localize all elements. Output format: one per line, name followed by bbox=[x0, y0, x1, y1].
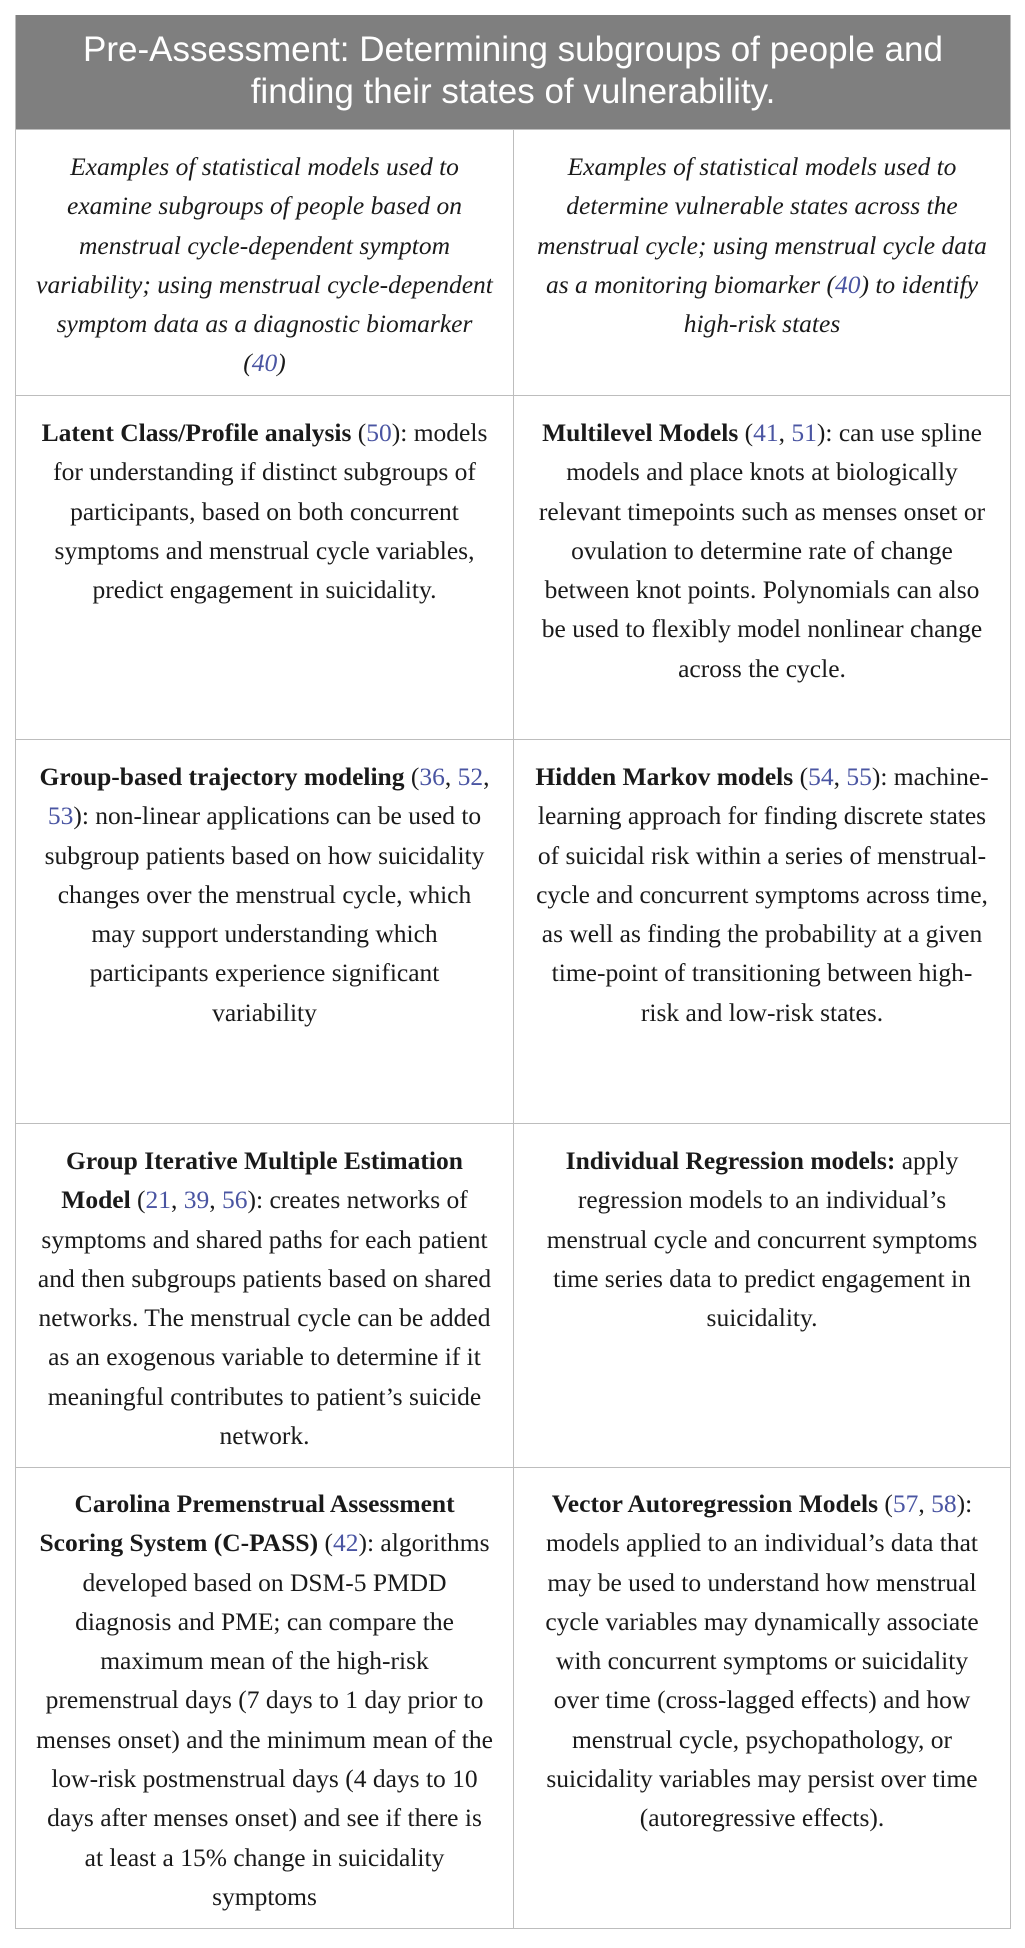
citation-link[interactable]: 58 bbox=[931, 1489, 957, 1518]
citation-link[interactable]: 52 bbox=[457, 762, 484, 791]
citation-link[interactable]: 42 bbox=[332, 1528, 359, 1558]
citation-link[interactable]: 55 bbox=[846, 762, 872, 791]
model-name: Group-based trajectory modeling bbox=[39, 762, 405, 791]
table-row bbox=[16, 739, 1010, 1123]
table-cell-right: Vector Autoregression Models (57, 58): models applied to an individual’s data that may be used to understand how menstrual cycle variables may dynamically associate with concurrent symptoms or suicidality over time (cross-lagged effects) and how menstrual cycle, psychopathology, or suicidality variables may persist over time (autoregressive effects). bbox=[513, 1468, 1010, 1928]
data-table bbox=[15, 15, 1011, 1929]
cell-text: ) bbox=[277, 348, 286, 378]
citation-link[interactable]: 57 bbox=[892, 1489, 919, 1518]
cell-text: : algorithms developed based on DSM-5 PMDD diagnosis and PME; can compare the maximum mean of the high-risk premenstrual days (7 days to 1 day prior to menses onset) and the minimum mean of the low-risk postmenstrual days (4 days to 10 days after menses onset) and see if there is at least a 15% change in suicidality symptoms bbox=[36, 1528, 493, 1911]
citation-link[interactable]: 54 bbox=[808, 762, 834, 791]
cell-text: : models for understanding if distinct subgroups of participants, based on both concurrent symptoms and menstrual cycle variables, predict engagement in suicidality. bbox=[53, 418, 488, 605]
cell-text: : can use spline models and place knots at biologically relevant timepoints such as menses onset or ovulation to determine rate of change between knot points. Polynomials can also be used to flexibly model nonlinear change across the cycle. bbox=[538, 418, 986, 683]
citation-link[interactable]: 21 bbox=[145, 1185, 172, 1215]
citation-link[interactable]: 56 bbox=[222, 1185, 248, 1215]
table-row bbox=[16, 129, 1010, 395]
cell-text: Examples of statistical models used to examine subgroups of people based on menstrual cycle-dependent symptom variability; using menstrual cycle-dependent symptom data as a diagnostic biomarker ( bbox=[36, 152, 493, 378]
table-row bbox=[16, 395, 1010, 739]
citation-link[interactable]: 51 bbox=[791, 418, 817, 447]
cell-text: Examples of statistical models used to determine vulnerable states across the menstrual cycle; using menstrual cycle data as a monitoring biomarker ( bbox=[537, 152, 987, 299]
right-column-description bbox=[513, 130, 1010, 395]
cell-text: : machine-learning approach for finding discrete states of suicidal risk within a series of menstrual-cycle and concurrent symptoms across time, as well as finding the probability at a given time-point of transitioning between high-risk and low-risk states. bbox=[536, 762, 989, 1027]
model-name: Multilevel Models bbox=[542, 418, 739, 447]
citation-link[interactable]: 50 bbox=[366, 418, 392, 447]
citation-link[interactable]: 40 bbox=[834, 269, 861, 299]
table-title: Pre-Assessment: Determining subgroups of people and finding their states of vulnerability. bbox=[16, 15, 1010, 129]
model-name: Latent Class/Profile analysis bbox=[41, 418, 352, 447]
citation-link[interactable]: 36 bbox=[419, 762, 445, 791]
table-row bbox=[16, 1467, 1010, 1928]
table-cell-left: Group-based trajectory modeling (36, 52, 53): non-linear applications can be used to subgroup patients based on how suicidality changes over the menstrual cycle, which may support understanding which participants experience significant variability bbox=[39, 762, 490, 1027]
cell-text: ) to identify high-risk states bbox=[683, 269, 979, 339]
cell-text: : non-linear applications can be used to subgroup patients based on how suicidality changes over the menstrual cycle, which may support understanding which participants experience significant variability bbox=[44, 801, 485, 1027]
left-column-description bbox=[16, 130, 513, 395]
citation-link[interactable]: 53 bbox=[47, 801, 74, 831]
citation-link[interactable]: 41 bbox=[753, 418, 779, 447]
model-name: Hidden Markov models bbox=[535, 762, 794, 791]
table-cell-left: Group Iterative Multiple Estimation Model (21, 39, 56): creates networks of symptoms and shared paths for each patient and then subgroups patients based on shared networks. The menstrual cycle can be added as an exogenous variable to determine if it meaningful contributes to patient’s suicide network. bbox=[37, 1146, 492, 1451]
model-name: Individual Regression models: bbox=[565, 1146, 896, 1175]
table-cell-right: Multilevel Models (41, 51): can use spline models and place knots at biologically relevant timepoints such as menses onset or ovulation to determine rate of change between knot points. Polynomials can also be used to flexibly model nonlinear change across the cycle. bbox=[513, 396, 1010, 739]
citation-link[interactable]: 40 bbox=[251, 348, 278, 378]
cell-text: : models applied to an individual’s data that may be used to understand how menstrual cycle variables may dynamically associate with concurrent symptoms or suicidality over time (cross-lagged effects) and how menstrual cycle, psychopathology, or suicidality variables may persist over time (autoregressive effects). bbox=[545, 1489, 979, 1833]
model-name: Group Iterative Multiple Estimation Model bbox=[61, 1146, 463, 1215]
citation-link[interactable]: 39 bbox=[183, 1185, 210, 1215]
model-name: Vector Autoregression Models bbox=[551, 1489, 879, 1518]
model-name: Carolina Premenstrual Assessment Scoring System (C-PASS) bbox=[39, 1489, 455, 1558]
table-cell-left: Carolina Premenstrual Assessment Scoring System (C-PASS) (42): algorithms developed based on DSM-5 PMDD diagnosis and PME; can compare the maximum mean of the high-risk premenstrual days (7 days to 1 day prior to menses onset) and the minimum mean of the low-risk postmenstrual days (4 days to 10 days after menses onset) and see if there is at least a 15% change in suicidality symptoms bbox=[36, 1489, 493, 1911]
cell-text: apply regression models to an individual’s menstrual cycle and concurrent symptoms time series data to predict engagement in suicidality. bbox=[546, 1146, 978, 1333]
table-cell-right bbox=[513, 1124, 1010, 1467]
cell-text: : creates networks of symptoms and shared paths for each patient and then subgroups patients based on shared networks. The menstrual cycle can be added as an exogenous variable to determine if it meaningful contributes to patient’s suicide network. bbox=[37, 1185, 492, 1451]
table-cell-right: Hidden Markov models (54, 55): machine-learning approach for finding discrete states of suicidal risk within a series of menstrual-cycle and concurrent symptoms across time, as well as finding the probability at a given time-point of transitioning between high-risk and low-risk states. bbox=[513, 740, 1010, 1123]
table-cell-left: Latent Class/Profile analysis (50): models for understanding if distinct subgroups of participants, based on both concurrent symptoms and menstrual cycle variables, predict engagement in suicidality. bbox=[41, 418, 488, 605]
table-row bbox=[16, 1123, 1010, 1467]
